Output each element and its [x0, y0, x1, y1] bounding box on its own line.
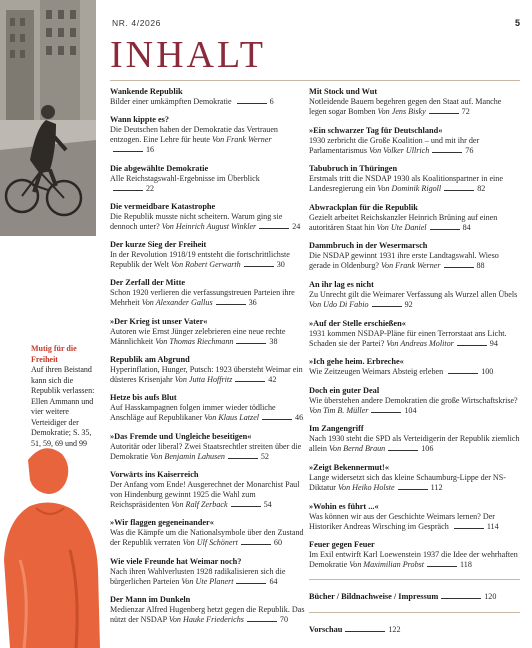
entry-page-wrap: [424, 560, 472, 569]
entry-description: Gezielt arbeitet Reichskanzler Heinrich Brüning auf einen autoritären Staat hin: [309, 212, 498, 232]
entry-page: 122: [388, 625, 401, 635]
entry-author: Von Bernd Braun: [329, 444, 386, 454]
entry-page: 16: [146, 145, 155, 155]
entry-page-wrap: [445, 367, 493, 376]
entry-page: 54: [263, 499, 272, 509]
entry-page: 100: [481, 367, 494, 377]
toc-column-right: [309, 87, 520, 646]
toc-entry[interactable]: [110, 393, 305, 423]
entry-title: Mit Stock und Wut: [309, 87, 378, 96]
entry-author: Von Alexander Gallus: [141, 298, 213, 308]
entry-title: Abwrackplan für die Republik: [309, 202, 418, 212]
sidebar-teaser: [31, 344, 95, 449]
entry-page-wrap: [110, 145, 154, 154]
entry-author: Von Heinrich August Winkler: [161, 221, 257, 231]
entry-page: 118: [460, 560, 472, 570]
entry-author: Von Hauke Friederichs: [168, 614, 244, 624]
entry-description: Bilder einer umkämpften Demokratie: [110, 97, 234, 106]
entry-author: Von Udo Di Fabio: [309, 299, 369, 309]
entry-author: Von Jutta Hoffritz: [174, 375, 233, 385]
toc-entry[interactable]: [110, 202, 305, 232]
entry-title: Der Zerfall der Mitte: [110, 278, 186, 288]
entry-body: [309, 136, 520, 156]
entry-title: Vorschau: [309, 625, 343, 635]
entry-page-wrap: [426, 107, 470, 116]
entry-body: [110, 442, 305, 462]
entry-page: 60: [273, 538, 282, 548]
entry-body: [309, 550, 520, 570]
entry-description: Notleidende Bauern begehren gegen den Staat auf. Manche legen sogar Bomben: [309, 97, 502, 116]
toc-entry[interactable]: [110, 470, 305, 510]
entry-title: Bücher / Bildnachweise / Impressum: [309, 591, 439, 601]
entry-page: 36: [248, 298, 257, 308]
toc-entry-solo[interactable]: [309, 579, 520, 604]
entry-page-wrap: [385, 444, 433, 453]
entry-page: 64: [269, 576, 278, 586]
entry-page: 30: [276, 260, 285, 270]
entry-title: Feuer gegen Feuer: [309, 540, 375, 550]
entry-body: [110, 528, 305, 548]
entry-leader: [441, 593, 481, 599]
entry-author: Von Heiko Holste: [338, 482, 395, 492]
entry-title: Doch ein guter Deal: [309, 385, 380, 395]
entry-page-wrap: [454, 339, 498, 348]
entry-page: 24: [292, 221, 301, 231]
entry-body: [309, 290, 520, 310]
entry-body: [309, 213, 520, 233]
entry-leader: [247, 616, 277, 622]
entry-description: Wie überstehen andere Demokratien die große Wirtschaftskrise?: [309, 395, 518, 405]
entry-page-wrap: [110, 184, 154, 193]
sidebar-heading: Mutig für die Freiheit: [31, 344, 77, 364]
entry-description: Hyperinflation, Hunger, Putsch: 1923 übersteht Weimar ein düsteres Krisenjahr: [110, 365, 303, 385]
entry-page-wrap: [241, 260, 285, 269]
toc-entry[interactable]: [110, 432, 305, 462]
toc-entry[interactable]: [110, 164, 305, 194]
entry-author: Von Dominik Rigoll: [377, 184, 442, 194]
entry-body: [110, 605, 305, 625]
entry-leader: [216, 299, 246, 305]
entry-description: Was die Kämpfe um die Nationalsymbole über den Zustand der Republik verraten: [110, 528, 304, 548]
entry-page-wrap: [451, 522, 499, 531]
entry-leader: [228, 453, 258, 459]
toc-entry[interactable]: [309, 424, 520, 454]
historic-photo-cyclist: [0, 0, 96, 236]
toc-entry[interactable]: [110, 595, 305, 625]
entry-description: Wie Zeitzeugen Weimars Absteig erleben: [309, 367, 446, 377]
entry-author: Von Volker Ullrich: [369, 145, 430, 155]
entry-page-wrap: [441, 261, 485, 270]
entry-body: [110, 480, 305, 510]
entry-leader: [244, 261, 274, 267]
entry-page-wrap: [225, 452, 269, 461]
entry-leader: [429, 108, 459, 114]
entry-description: In der Revolution 1918/19 entsteht die fortschrittlichste Republik der Welt: [110, 250, 290, 270]
toc-entry[interactable]: [309, 386, 520, 416]
entry-leader: [444, 185, 474, 191]
entry-title: Wie viele Freunde hat Weimar noch?: [110, 556, 242, 566]
entry-leader: [236, 338, 266, 344]
entry-body: [110, 174, 305, 194]
entry-body: [309, 434, 520, 454]
entry-body: [309, 396, 520, 416]
entry-page-wrap: [368, 406, 416, 415]
entry-title: Die vermeidbare Katastrophe: [110, 201, 216, 211]
entry-title: Wann kippte es?: [110, 115, 170, 125]
toc-entry[interactable]: [309, 203, 520, 233]
entry-title: »Zeigt Bekennermut!«: [309, 462, 389, 472]
entry-page: 84: [462, 222, 471, 232]
entry-description: Nach 1930 steht die SPD als Verteidigerin der Republik ziemlich allein: [309, 434, 520, 454]
entry-leader: [388, 445, 418, 451]
entry-title: An ihr lag es nicht: [309, 279, 374, 289]
entry-author: Von Andreas Molitor: [386, 338, 454, 348]
entry-title: Der kurze Sieg der Freiheit: [110, 240, 207, 250]
entry-leader: [236, 578, 266, 584]
entry-body: [110, 365, 305, 385]
entry-body: [110, 212, 305, 232]
entry-title: »Das Fremde und Ungleiche beseitigen«: [110, 431, 252, 441]
entry-leader: [237, 98, 267, 104]
entry-author: Von Frank Werner: [212, 135, 272, 145]
toc-entry[interactable]: [110, 240, 305, 270]
toc-entry[interactable]: [309, 357, 520, 377]
entry-body: [110, 97, 305, 107]
entry-page: 94: [489, 338, 498, 348]
entry-page: 52: [260, 451, 269, 461]
entry-body: [309, 367, 520, 377]
entry-description: Nach ihren Wahlverlusten 1928 radikalisieren sich die bürgerlichen Parteien: [110, 566, 286, 586]
entry-page: 42: [268, 375, 277, 385]
entry-description: 1930 zerbricht die Große Koalition – und mit ihr der Parlamentarismus: [309, 135, 480, 155]
entry-description: Alle Reichstagswahl-Ergebnisse im Überblick: [110, 173, 260, 183]
toc-entry[interactable]: [309, 463, 520, 493]
entry-page-wrap: [395, 483, 443, 492]
entry-leader: [371, 407, 401, 413]
toc-entry[interactable]: [110, 87, 305, 107]
entry-leader: [241, 539, 271, 545]
entry-body: [309, 512, 520, 532]
entry-page: 92: [404, 299, 413, 309]
entry-leader: [430, 224, 460, 230]
entry-page: 112: [430, 482, 443, 492]
entry-title: Wankende Republik: [110, 87, 183, 96]
entry-page-wrap: [244, 615, 288, 624]
entry-page-wrap: [256, 222, 300, 231]
entry-author: Von Thomas Riechmann: [155, 336, 234, 346]
toc-entry[interactable]: [110, 278, 305, 308]
entry-leader: [231, 501, 261, 507]
title-divider: [110, 80, 520, 81]
entry-page-wrap: [259, 413, 303, 422]
entry-page: 88: [476, 261, 485, 271]
entry-body: [309, 251, 520, 271]
entry-body: [309, 174, 520, 194]
entry-description: Die NSDAP gewinnt 1931 ihre erste Landtagswahl. Wieso gerade in Oldenburg?: [309, 251, 499, 271]
entry-title: Der Mann im Dunkeln: [110, 594, 191, 604]
entry-title: Im Zangengriff: [309, 424, 364, 434]
entry-page-wrap: [233, 337, 277, 346]
entry-leader: [432, 147, 462, 153]
entry-title: Vorwärts ins Kaiserreich: [110, 469, 199, 479]
orange-figure-illustration: [0, 420, 100, 648]
toc-entry[interactable]: [110, 317, 305, 347]
toc-entry[interactable]: [110, 557, 305, 587]
entry-description: Autoritär oder liberal? Zwei Staatsrechtler streiten über die Demokratie: [110, 441, 302, 461]
entry-page: 104: [404, 405, 417, 415]
entry-page-wrap: [228, 500, 272, 509]
entry-author: Von Frank Werner: [381, 261, 441, 271]
entry-page: 38: [269, 336, 278, 346]
entry-leader: [345, 626, 385, 632]
toc-entry[interactable]: [309, 319, 520, 349]
entry-description: Der Anfang vom Ende! Ausgerechnet der Monarchist Paul von Hindenburg gewinnt 1925 die Wahl zum Reichspräsidenten: [110, 479, 300, 509]
entry-page-wrap: [232, 375, 276, 384]
toc-entry[interactable]: [309, 540, 520, 570]
entry-title: »Ich gehe heim. Erbreche«: [309, 357, 404, 367]
page-title: INHALT: [110, 34, 266, 76]
entry-leader: [457, 340, 487, 346]
toc-entry[interactable]: [309, 280, 520, 310]
entry-page-wrap: [369, 300, 413, 309]
entry-description: Die Republik musste nicht scheitern. Warum ging sie dennoch unter?: [110, 211, 283, 231]
entry-body: [110, 125, 305, 155]
entry-page: 46: [295, 413, 304, 423]
entry-body: [309, 329, 520, 349]
page-number: 5: [514, 18, 520, 28]
entry-page-wrap: [213, 298, 257, 307]
entry-page-wrap: [441, 184, 485, 193]
entry-author: Von Ralf Zerback: [171, 499, 228, 509]
entry-description: Auf Hasskampagnen folgen immer wieder tödliche Anschläge auf Republikaner: [110, 403, 276, 423]
entry-page-wrap: [233, 577, 277, 586]
entry-page: 106: [421, 444, 434, 454]
entry-description: Schon 1920 verlieren die verfassungstreuen Parteien ihre Mehrheit: [110, 288, 295, 308]
entry-description: Medienzar Alfred Hugenberg hetzt gegen die Republik. Das nützt der NSDAP: [110, 604, 305, 624]
entry-body: [309, 473, 520, 493]
entry-body: [110, 288, 305, 308]
entry-title: »Ein schwarzer Tag für Deutschland«: [309, 125, 443, 135]
entry-title: Tabubruch in Thüringen: [309, 164, 398, 174]
entry-leader: [259, 223, 289, 229]
toc-entry[interactable]: [110, 115, 305, 155]
toc-entry[interactable]: [309, 164, 520, 194]
entry-description: Was können wir aus der Geschichte Weimars lernen? Der Historiker Andreas Wirsching im Gespräch: [309, 511, 495, 531]
entry-description: 1931 kommen NSDAP-Pläne für einen Terrorstaat ans Licht. Schaden sie der Partei?: [309, 328, 507, 348]
entry-body: [110, 567, 305, 587]
entry-description: Erstmals tritt die NSDAP 1930 als Koalitionspartner in eine Landesregierung ein: [309, 174, 503, 194]
toc-entry[interactable]: [110, 518, 305, 548]
entry-page: 76: [465, 145, 474, 155]
entry-page-wrap: [234, 97, 274, 106]
entry-title: »Wohin es führt ...«: [309, 501, 379, 511]
entry-page-wrap: [429, 146, 473, 155]
entry-page: 114: [486, 521, 499, 531]
entry-leader: [448, 368, 478, 374]
entry-leader: [113, 185, 143, 191]
entry-leader: [398, 484, 428, 490]
entry-author: Von Maximilian Probst: [349, 560, 425, 570]
entry-page: 120: [484, 591, 497, 601]
entry-page: 70: [279, 614, 288, 624]
entry-title: Republik am Abgrund: [110, 355, 190, 365]
entry-description: Im Exil entwirft Karl Loewenstein 1937 die Idee der wehrhaften Demokratie: [309, 550, 518, 570]
toc-entry[interactable]: [309, 502, 520, 532]
entry-title: Die abgewählte Demokratie: [110, 163, 209, 173]
entry-description: Zu Unrecht gilt die Weimarer Verfassung als Wurzel allen Übels: [309, 289, 518, 299]
entry-title: Dammbruch in der Wesermarsch: [309, 241, 428, 251]
toc-entry[interactable]: [309, 87, 520, 117]
entry-author: Von Tim B. Müller: [309, 405, 369, 415]
entry-page: 6: [269, 97, 274, 106]
entry-leader: [372, 301, 402, 307]
entry-author: Von Ute Planert: [181, 576, 234, 586]
entry-leader: [113, 146, 143, 152]
entry-title: Hetze bis aufs Blut: [110, 393, 177, 403]
entry-author: Von Benjamin Lahusen: [150, 451, 225, 461]
entry-page: 22: [146, 183, 155, 193]
entry-body: [110, 403, 305, 423]
sidebar-text: Auf ihren Beistand kann sich die Republik verlassen: Ellen Ammann und vier weitere Verteidiger der Demokratie; S. 35, 51, 59, 69 und 99: [31, 365, 95, 448]
toc-entry[interactable]: [309, 126, 520, 156]
entry-author: Von Klaus Latzel: [204, 413, 260, 423]
entry-page: 82: [477, 184, 486, 194]
entry-page: 72: [461, 107, 470, 116]
entry-leader: [262, 414, 292, 420]
entry-title: »Auf der Stelle erschießen«: [309, 318, 406, 328]
entry-leader: [235, 376, 265, 382]
entry-author: Von Jens Bisky: [377, 107, 426, 116]
entry-author: Von Ute Daniel: [376, 222, 427, 232]
entry-leader: [444, 262, 474, 268]
entry-title: »Der Krieg ist unser Vater«: [110, 316, 208, 326]
entry-description: Autoren wie Ernst Jünger zelebrieren eine neue rechte Männlichkeit: [110, 326, 286, 346]
entry-title: »Wir flaggen gegeneinander«: [110, 518, 214, 528]
entry-author: Von Robert Gerwarth: [171, 260, 241, 270]
entry-leader: [427, 561, 457, 567]
entry-page-wrap: [238, 538, 282, 547]
toc-entry-solo[interactable]: [309, 612, 520, 637]
toc-entry[interactable]: [110, 355, 305, 385]
entry-body: [309, 97, 520, 117]
entry-description: Lange widersetzt sich das kleine Schaumburg-Lippe der NS-Diktatur: [309, 472, 506, 492]
toc-entry[interactable]: [309, 241, 520, 271]
entry-body: [110, 250, 305, 270]
entry-body: [110, 327, 305, 347]
entry-leader: [454, 523, 484, 529]
entry-author: Von Ulf Schönert: [182, 538, 238, 548]
issue-number: NR. 4/2026: [112, 18, 161, 28]
entry-description: Die Deutschen haben der Demokratie das Vertrauen entzogen. Eine Lehre für heute: [110, 125, 278, 145]
toc-column-left: [110, 87, 305, 633]
entry-page-wrap: [427, 223, 471, 232]
